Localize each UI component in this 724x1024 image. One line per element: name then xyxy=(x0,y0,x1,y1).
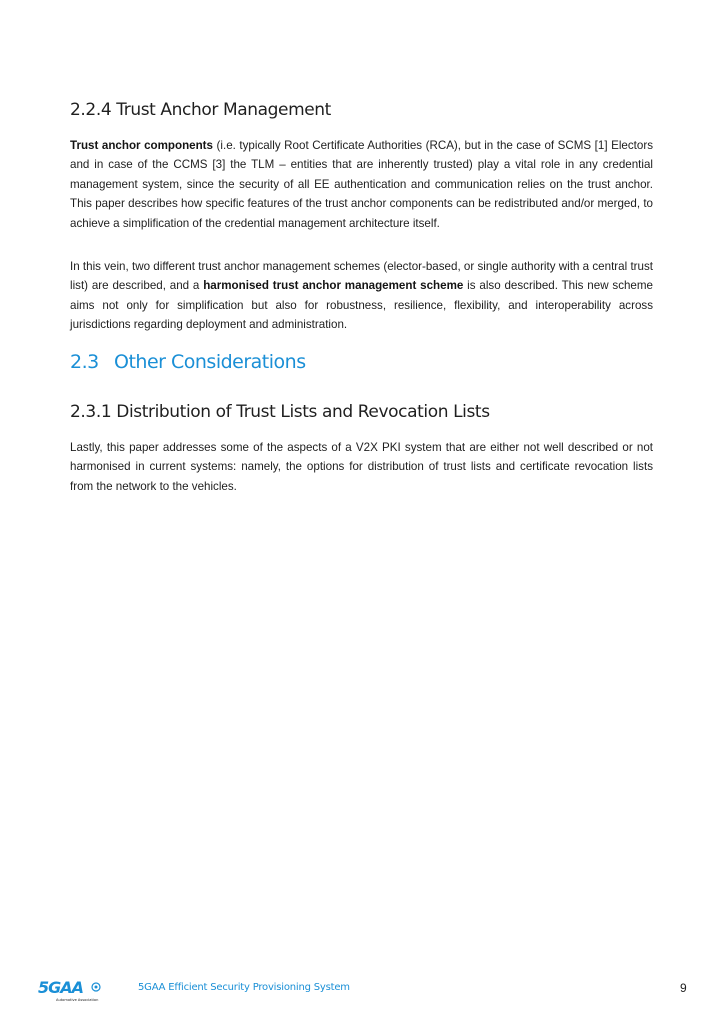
section-2-2-4-paragraph-1 xyxy=(70,136,653,233)
5gaa-logo xyxy=(38,977,102,1008)
5gaa-logo-icon xyxy=(38,977,102,1003)
section-2-2-4-heading: 2.2.4 Trust Anchor Management xyxy=(70,100,331,120)
footer-document-title: 5GAA Efficient Security Provisioning System xyxy=(138,982,350,993)
section-2-3-1-paragraph-1: Lastly, this paper addresses some of the aspects of a V2X PKI system that are either not well described or not harmonised in current systems: namely, the options for distribution of trust lists and certificate revocation lists from the network to the vehicles. xyxy=(70,441,653,493)
svg-text:5GAA: 5GAA xyxy=(38,978,84,997)
paragraph-2-text-before: In this vein, two different trust anchor management schemes (elector-based, or single authority with a central trust list) are described, and a xyxy=(70,260,653,293)
section-2-3-number: 2.3 xyxy=(70,351,99,373)
harmonised-scheme-term: harmonised trust anchor management scheme xyxy=(203,279,464,293)
svg-text:Automotive Association: Automotive Association xyxy=(56,998,99,1002)
paragraph-1-text: (i.e. typically Root Certificate Authorities (RCA), but in the case of SCMS [1] Electors and in case of the CCMS [3] the TLM – entities that are inherently trusted) play a vital role in any credential management system, since the security of all EE authentication and communication relies on the trust anchor. This paper describes how specific features of the trust anchor components can be redistributed and/or merged, to achieve a simplification of the credential management architecture itself. xyxy=(70,139,653,230)
trust-anchor-components-term: Trust anchor components xyxy=(70,139,213,152)
section-2-3-heading xyxy=(70,351,306,373)
section-2-3-title: Other Considerations xyxy=(114,351,306,373)
section-2-2-4-paragraph-2 xyxy=(70,257,653,335)
section-2-3-1-heading: 2.3.1 Distribution of Trust Lists and Revocation Lists xyxy=(70,402,490,422)
page-number: 9 xyxy=(680,981,687,995)
paragraph-2-text-after: is also described. This new scheme aims not only for simplification but also for robustness, resilience, flexibility, and interoperability across jurisdictions regarding deployment and administration. xyxy=(70,279,653,332)
